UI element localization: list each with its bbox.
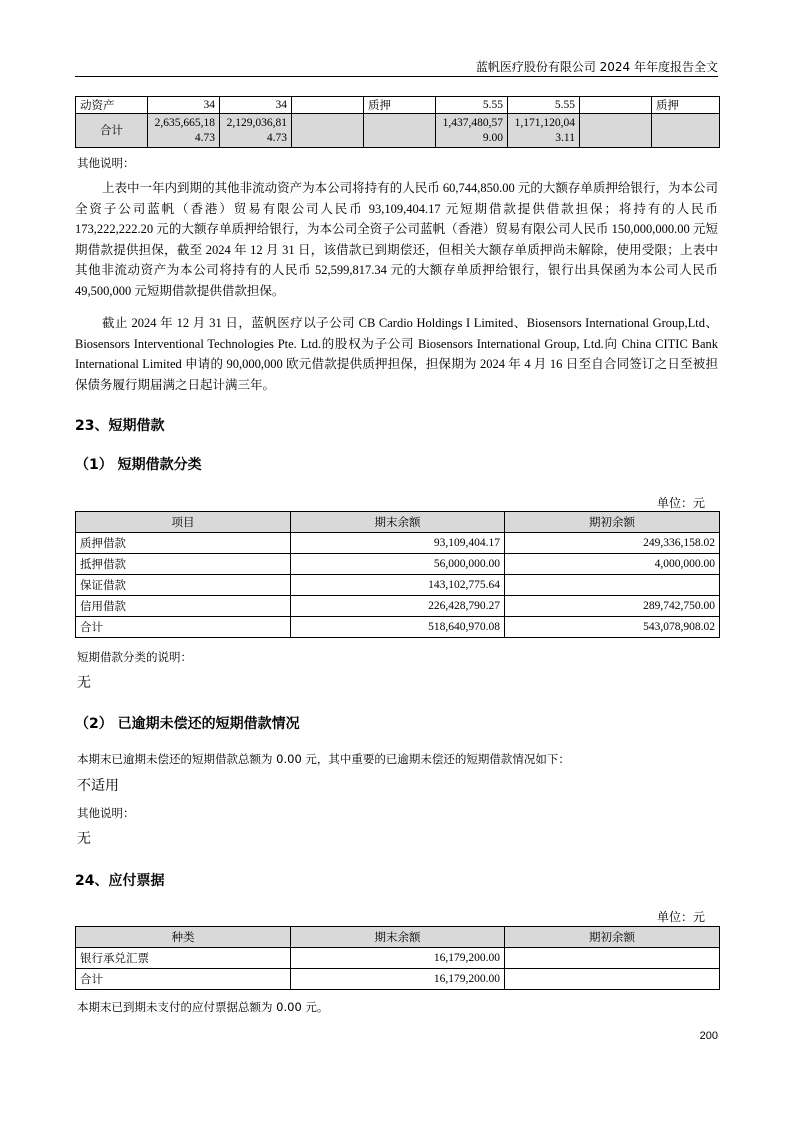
unit-label: 单位：元 (656, 496, 705, 510)
table-cell: 543,078,908.02 (505, 617, 720, 638)
table-cell (505, 575, 720, 596)
other-notes-value: 无 (77, 831, 91, 847)
classification-note-value: 无 (77, 675, 91, 691)
table-cell: 4,000,000.00 (505, 554, 720, 575)
overdue-loans-value: 不适用 (77, 778, 119, 794)
table-cell: 质押借款 (76, 533, 291, 554)
short-term-loans-table (75, 511, 720, 638)
table-header-row (76, 927, 720, 948)
header-divider (75, 76, 718, 77)
table-cell: 保证借款 (76, 575, 291, 596)
table-cell: 抵押借款 (76, 554, 291, 575)
table-cell: 质押 (652, 97, 720, 114)
column-header: 期末余额 (291, 927, 505, 948)
column-header: 期初余额 (505, 512, 720, 533)
table-cell: 1,171,120,043.11 (508, 114, 580, 148)
table-cell: 动资产 (76, 97, 148, 114)
pledge-guarantee-paragraph: 截止 2024 年 12 月 31 日，蓝帆医疗以子公司 CB Cardio Holdings I Limited、Biosensors International Group,Ltd、Biosensors Interventional Technologies Pte. Ltd.的股权为子公司 Biosensors International Group, Ltd.向 China CITIC Bank International Limited 申请的 90,000,000 欧元借款提供质押担保，担保期为 2024 年 4 月 16 日至自合同签订之日至被担保债务履行期届满之日起计满三年。 (75, 316, 718, 392)
table-row (76, 533, 720, 554)
section-23-1-heading: （1） 短期借款分类 (75, 457, 202, 473)
table-row (76, 596, 720, 617)
section-23-2-heading: （2） 已逾期未偿还的短期借款情况 (75, 716, 300, 732)
table-cell (505, 948, 720, 969)
page-number: 200 (699, 1030, 718, 1042)
table-header-row (76, 512, 720, 533)
section-24-heading: 24、应付票据 (75, 873, 165, 889)
table-row (76, 575, 720, 596)
unit-label-2: 单位：元 (656, 910, 705, 924)
table-cell: 1,437,480,579.00 (436, 114, 508, 148)
column-header: 种类 (76, 927, 291, 948)
table-cell: 5.55 (436, 97, 508, 114)
notes-payable-table (75, 926, 720, 990)
table-row (76, 969, 720, 990)
table-row (76, 97, 720, 114)
table-cell: 合计 (76, 969, 291, 990)
column-header: 期末余额 (291, 512, 505, 533)
table-cell: 银行承兑汇票 (76, 948, 291, 969)
table-cell (505, 969, 720, 990)
restricted-assets-table (75, 96, 720, 148)
table-cell: 2,129,036,814.73 (220, 114, 292, 148)
table-cell: 合计 (76, 114, 148, 148)
report-header-title: 蓝帆医疗股份有限公司 2024 年年度报告全文 (475, 60, 718, 74)
table-cell (364, 114, 436, 148)
table-cell: 56,000,000.00 (291, 554, 505, 575)
table-row (76, 948, 720, 969)
table-cell: 2,635,665,184.73 (148, 114, 220, 148)
column-header: 项目 (76, 512, 291, 533)
table-cell: 5.55 (508, 97, 580, 114)
table-cell: 34 (220, 97, 292, 114)
column-header: 期初余额 (505, 927, 720, 948)
table-cell (292, 97, 364, 114)
table-cell: 518,640,970.08 (291, 617, 505, 638)
table-row (76, 114, 720, 148)
collateral-paragraph: 上表中一年内到期的其他非流动资产为本公司将持有的人民币 60,744,850.00 元的大额存单质押给银行，为本公司全资子公司蓝帆（香港）贸易有限公司人民币 93,109,404.17 元短期借款提供借款担保；将持有的人民币 173,222,222.20 元的大额存单质押给银行，为本公司全资子公司蓝帆（香港）贸易有限公司人民币 150,000,000.00 元短期借款提供担保，截至 2024 年 12 月 31 日，该借款已到期偿还，但相关大额存单质押尚未解除，使用受限；上表中其他非流动资产为本公司将持有的人民币 52,599,817.34 元的大额存单质押给银行，银行出具保函为本公司人民币 49,500,000 元短期借款提供借款担保。 (75, 181, 718, 298)
section-23-heading: 23、短期借款 (75, 418, 165, 434)
table-cell (580, 114, 652, 148)
other-notes-label: 其他说明： (77, 156, 135, 170)
table-cell (652, 114, 720, 148)
table-cell (580, 97, 652, 114)
table-cell: 226,428,790.27 (291, 596, 505, 617)
table-cell: 信用借款 (76, 596, 291, 617)
table-cell: 143,102,775.64 (291, 575, 505, 596)
overdue-loans-text: 本期末已逾期未偿还的短期借款总额为 0.00 元，其中重要的已逾期未偿还的短期借款情况如下： (77, 752, 570, 766)
other-notes-label-2: 其他说明： (77, 806, 135, 820)
table-cell: 249,336,158.02 (505, 533, 720, 554)
table-cell: 34 (148, 97, 220, 114)
table-cell: 93,109,404.17 (291, 533, 505, 554)
table-cell: 289,742,750.00 (505, 596, 720, 617)
table-cell (292, 114, 364, 148)
table-row (76, 554, 720, 575)
table-cell: 16,179,200.00 (291, 969, 505, 990)
table-cell: 合计 (76, 617, 291, 638)
table-cell: 质押 (364, 97, 436, 114)
notes-payable-footnote: 本期末已到期未支付的应付票据总额为 0.00 元。 (77, 1000, 329, 1014)
table-row (76, 617, 720, 638)
table-cell: 16,179,200.00 (291, 948, 505, 969)
classification-note-label: 短期借款分类的说明： (77, 650, 192, 664)
